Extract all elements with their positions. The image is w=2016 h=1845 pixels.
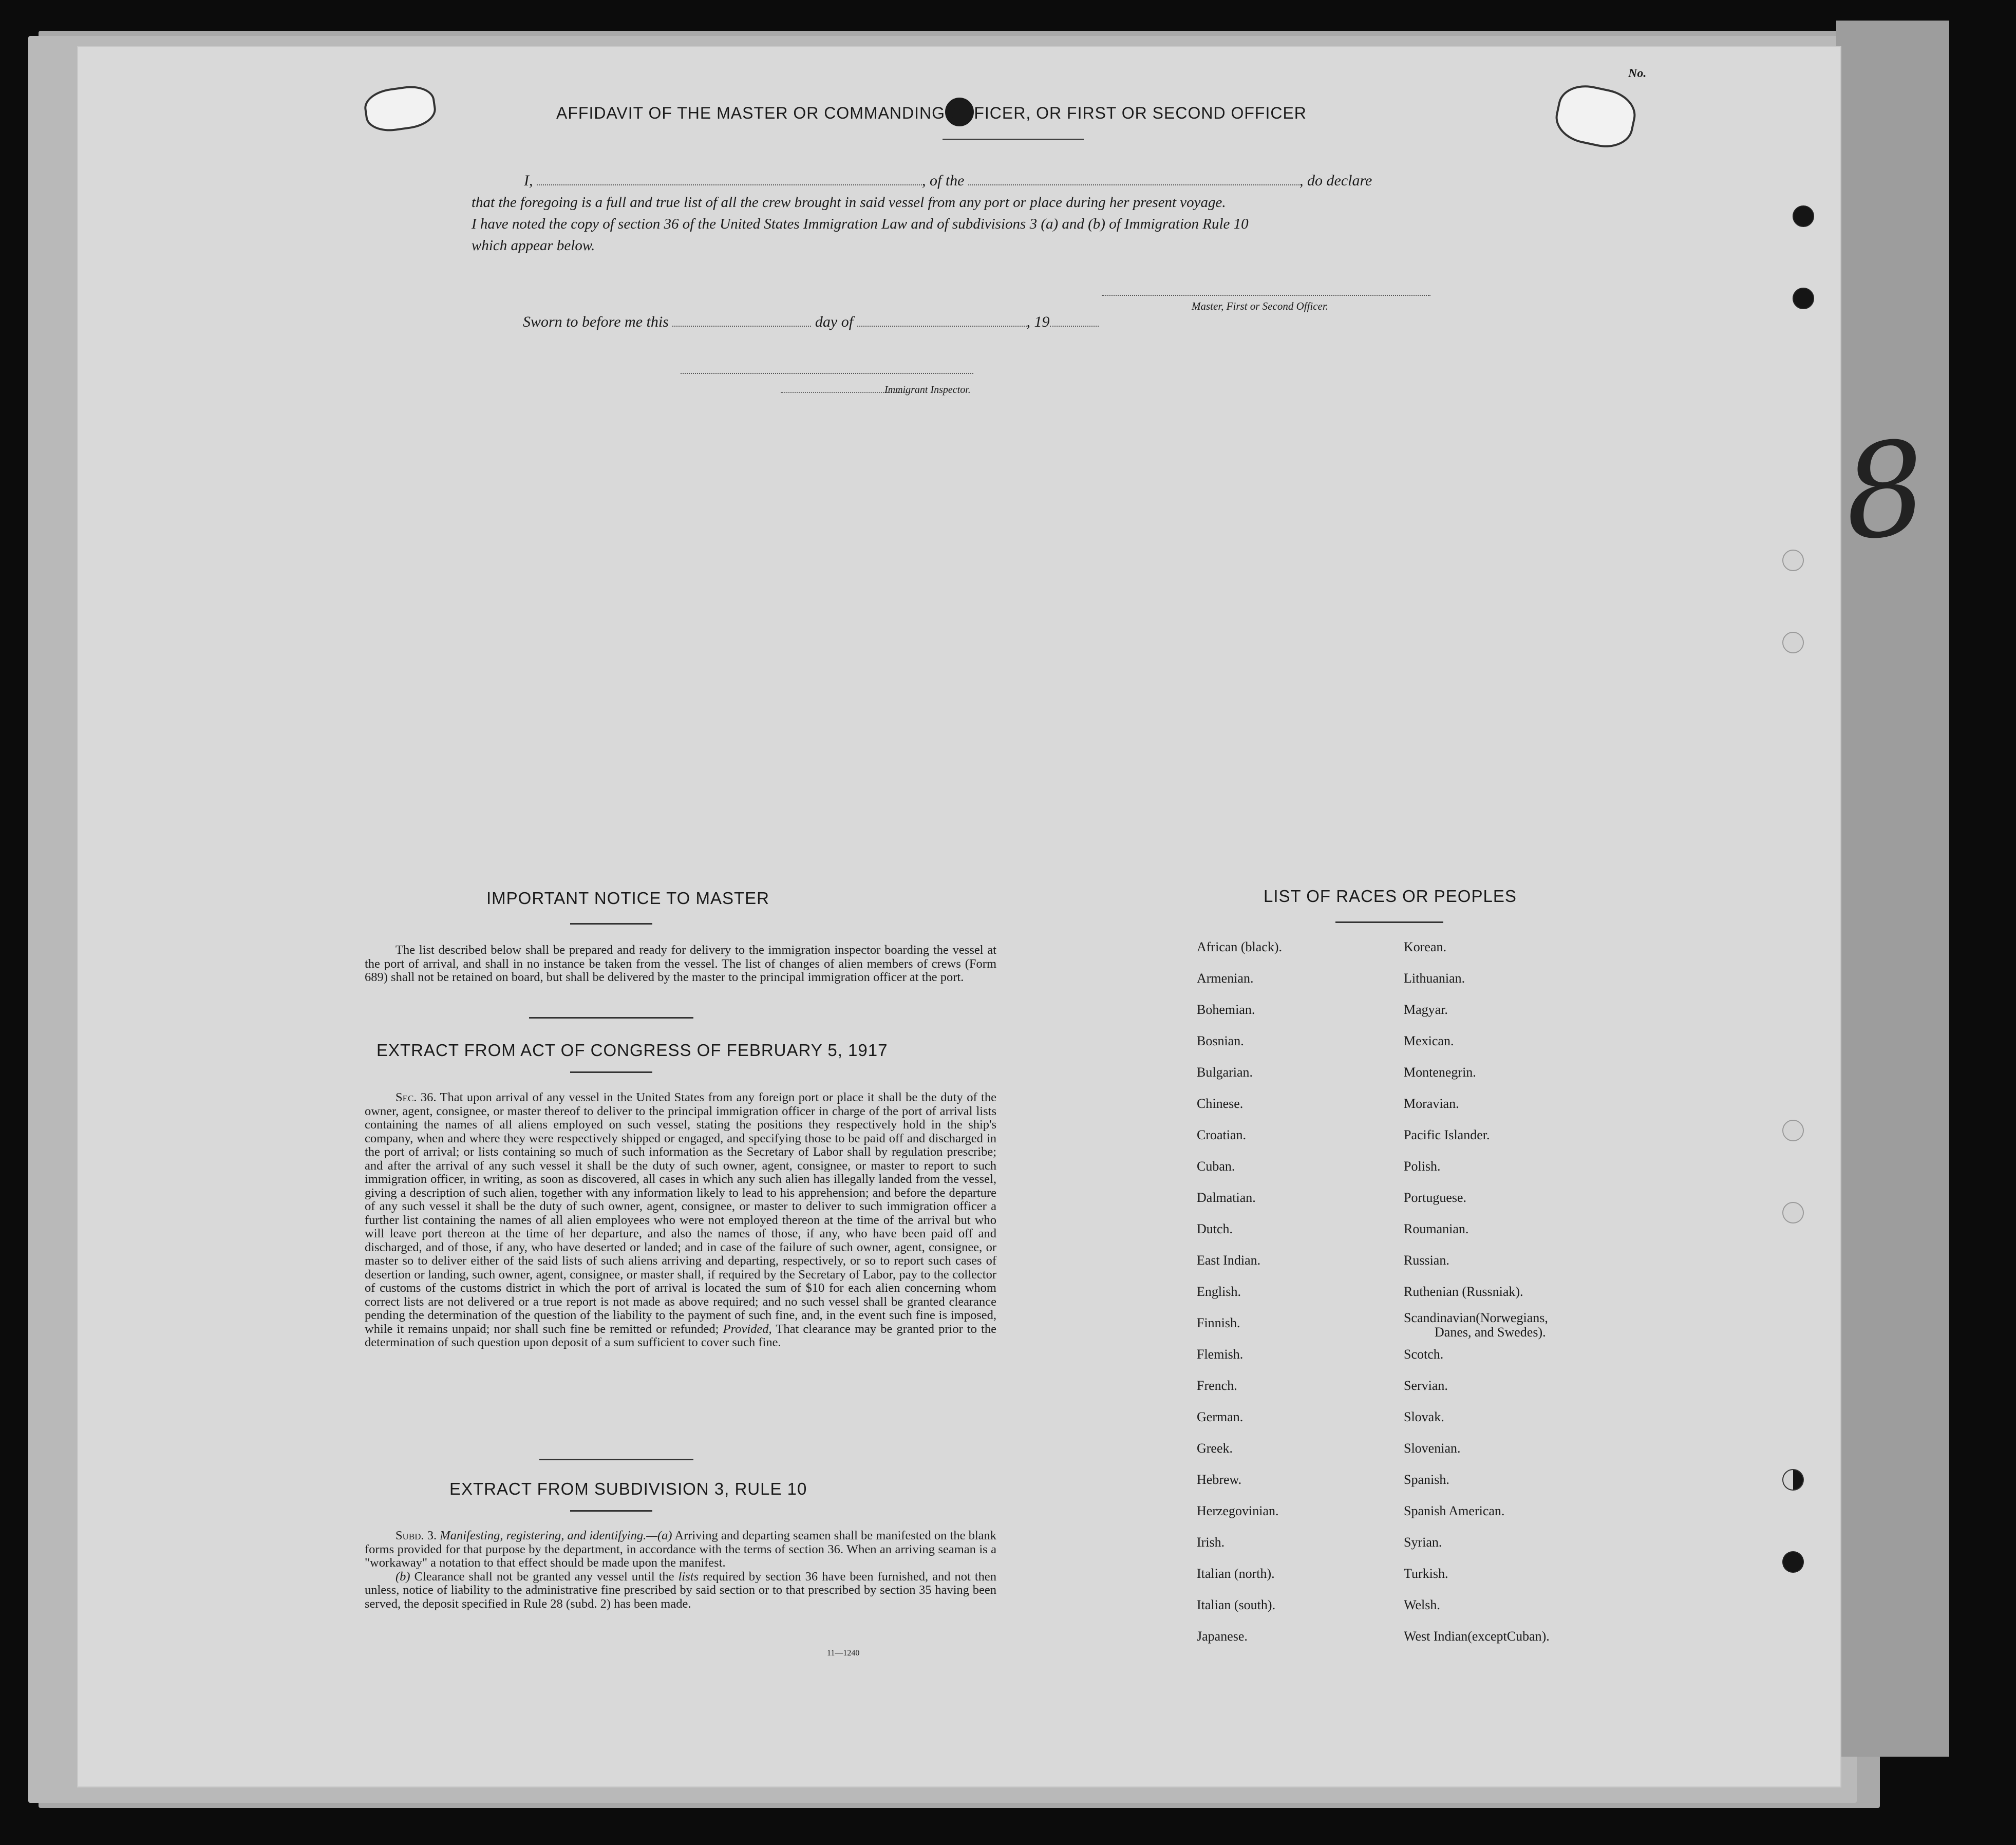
sworn-label: Sworn to before me this <box>523 313 669 330</box>
day-of-label: day of <box>815 313 854 330</box>
race-item: Ruthenian (Russniak). <box>1404 1284 1523 1299</box>
vessel-name-field[interactable] <box>968 184 1299 185</box>
declaration-line-3: I have noted the copy of section 36 of the United States Immigration Law and of subdivisions 3 (a) and (b) of Immigration Rule 10 <box>472 216 1249 232</box>
race-item: Bulgarian. <box>1197 1065 1253 1080</box>
race-item: Portuguese. <box>1404 1190 1467 1205</box>
binder-hole <box>1782 1202 1804 1223</box>
race-item: Moravian. <box>1404 1096 1459 1111</box>
binder-hole <box>1782 1120 1804 1141</box>
race-item: Chinese. <box>1197 1096 1243 1111</box>
declaration-line-2: that the foregoing is a full and true list of all the crew brought in said vessel from any port or place during her present voyage. <box>472 194 1226 211</box>
master-signature-field[interactable] <box>1102 294 1430 296</box>
race-item: French. <box>1197 1378 1237 1393</box>
binder-hole <box>1782 550 1804 571</box>
race-item: Spanish American. <box>1404 1503 1505 1518</box>
section-divider <box>539 1459 693 1460</box>
declarant-label: I, <box>524 172 533 189</box>
declaration-line-4: which appear below. <box>472 237 595 254</box>
race-item: Slovenian. <box>1404 1441 1461 1456</box>
race-item: Korean. <box>1404 939 1447 954</box>
race-item: East Indian. <box>1197 1253 1261 1268</box>
race-item: Scotch. <box>1404 1347 1444 1362</box>
race-item: Herzegovinian. <box>1197 1503 1279 1518</box>
race-item: Irish. <box>1197 1535 1225 1550</box>
race-item: Bohemian. <box>1197 1002 1255 1017</box>
heading-rule <box>1335 921 1443 923</box>
binder-hole <box>1793 288 1814 309</box>
race-item-continuation: Danes, and Swedes). <box>1435 1325 1546 1340</box>
section-divider <box>529 1017 693 1019</box>
heading-rule <box>570 1510 652 1512</box>
race-item: Greek. <box>1197 1441 1233 1456</box>
heading-rule <box>570 1071 652 1073</box>
race-item: Italian (south). <box>1197 1597 1276 1612</box>
heading-rule <box>570 923 652 925</box>
binder-hole <box>1782 632 1804 653</box>
race-item: Armenian. <box>1197 971 1254 986</box>
race-item: Montenegrin. <box>1404 1065 1476 1080</box>
year-label: , 19 <box>1026 313 1050 330</box>
race-item: Russian. <box>1404 1253 1449 1268</box>
section-label: Sec. 36. <box>395 1090 437 1104</box>
race-item: Bosnian. <box>1197 1033 1244 1048</box>
race-item: Italian (north). <box>1197 1566 1275 1581</box>
race-item: Slovak. <box>1404 1409 1444 1424</box>
race-item: Polish. <box>1404 1159 1441 1174</box>
race-item: Servian. <box>1404 1378 1448 1393</box>
notice-heading: IMPORTANT NOTICE TO MASTER <box>486 889 770 908</box>
sworn-day-field[interactable] <box>672 326 811 327</box>
race-item: German. <box>1197 1409 1243 1424</box>
race-item: Roumanian. <box>1404 1221 1469 1236</box>
subdivision-title: Manifesting, registering, and identifying.—(a) <box>440 1529 672 1542</box>
race-item: Turkish. <box>1404 1566 1448 1581</box>
signature-caption: Master, First or Second Officer. <box>1192 300 1328 312</box>
races-heading: LIST OF RACES OR PEOPLES <box>1264 887 1517 906</box>
folder-edge <box>1836 21 1949 1757</box>
race-item: Cuban. <box>1197 1159 1235 1174</box>
act-extract-heading: EXTRACT FROM ACT OF CONGRESS OF FEBRUARY 5, 1917 <box>376 1041 888 1060</box>
notice-text: The list described below shall be prepared and ready for delivery to the immigration inspector boarding the vessel at the port of arrival, and shall in no instance be taken from the vessel. The list of changes of alien members of crews (Form 689) shall not be retained on board, but shall be delivered by the master to the principal immigration officer at the port. <box>365 943 996 984</box>
declaration-line-1 <box>524 172 1372 190</box>
race-item: Spanish. <box>1404 1472 1449 1487</box>
sworn-year-field[interactable] <box>1050 326 1099 327</box>
race-item: Finnish. <box>1197 1315 1240 1330</box>
of-the-label: , of the <box>922 172 965 189</box>
race-item: Scandinavian(Norwegians, <box>1404 1310 1548 1325</box>
handwritten-number: 8 <box>1836 412 1933 570</box>
binder-hole <box>1793 205 1814 227</box>
race-item: African (black). <box>1197 939 1283 954</box>
officer-name-field[interactable] <box>537 184 922 185</box>
binder-hole <box>1782 1551 1804 1573</box>
rule-extract-heading: EXTRACT FROM SUBDIVISION 3, RULE 10 <box>449 1479 807 1498</box>
race-item: Flemish. <box>1197 1347 1243 1362</box>
race-item: Mexican. <box>1404 1033 1454 1048</box>
subdivision-label: Subd. 3. <box>395 1529 437 1542</box>
race-item: Lithuanian. <box>1404 971 1465 986</box>
race-item: Welsh. <box>1404 1597 1440 1612</box>
form-number: 11—1240 <box>827 1649 860 1658</box>
race-item: English. <box>1197 1284 1241 1299</box>
sworn-line <box>523 313 1099 331</box>
binder-hole <box>1782 1469 1804 1491</box>
race-item: Magyar. <box>1404 1002 1448 1017</box>
affidavit-heading: AFFIDAVIT OF THE MASTER OR COMMANDING OFFICER, OR FIRST OR SECOND OFFICER <box>556 104 1307 122</box>
sworn-month-field[interactable] <box>857 326 1027 327</box>
form-number-label: No. <box>1628 67 1647 80</box>
race-item: West Indian(exceptCuban). <box>1404 1629 1550 1644</box>
do-declare-label: , do declare <box>1299 172 1372 189</box>
clause-b-label: (b) <box>395 1569 410 1584</box>
provided-label: Provided, <box>723 1322 772 1336</box>
paper-damage-mark <box>362 83 438 135</box>
paper-damage-mark <box>1551 80 1640 153</box>
document-page <box>77 46 1933 1787</box>
heading-rule <box>943 139 1084 140</box>
inspector-caption: Immigrant Inspector. <box>884 384 971 396</box>
race-item: Croatian. <box>1197 1127 1247 1142</box>
race-item: Syrian. <box>1404 1535 1442 1550</box>
race-item: Japanese. <box>1197 1629 1248 1644</box>
inspector-signature-field[interactable] <box>681 372 973 374</box>
race-item: Hebrew. <box>1197 1472 1242 1487</box>
race-item: Pacific Islander. <box>1404 1127 1490 1142</box>
race-item: Dalmatian. <box>1197 1190 1256 1205</box>
race-item: Dutch. <box>1197 1221 1233 1236</box>
rule-extract-text: Subd. 3. Manifesting, registering, and identifying.—(a) Arriving and departing seamen shall be manifested on the blank forms provided for that purpose by the department, in accordance with the terms of section 36. When an arriving seaman is a "workaway" a notation to that effect should be made upon the manifest. (b) Clearance shall not be granted any vessel until the lists required by section 36 have been furnished, and not then unless, notice of liability to the administrative fine prescribed by said section or to that prescribed by section 35 having been served, the deposit specified in Rule 28 (subd. 2) has been made. <box>365 1529 997 1611</box>
act-extract-text: Sec. 36. That upon arrival of any vessel in the United States from any foreign port or place it shall be the duty of the owner, agent, consignee, or master thereof to deliver to the principal immigration officer in charge of the port of arrival lists containing the names of all aliens employed on such vessel, stating the positions they respectively hold in the ship's company, when and where they were respectively shipped or engaged, and specifying those to be paid off and discharged in the port of arrival; or lists containing so much of such information as the Secretary of Labor shall by regulation prescribe; and after the arrival of any such vessel it shall be the duty of such owner, agent, consignee, or master to report to such immigration officer, in writing, as soon as discovered, all cases in which any such alien has illegally landed from the vessel, giving a description of such alien, together with any information likely to lead to his apprehension; and before the departure of any such vessel it shall be the duty of such owner, agent, consignee, or master to deliver to such immigration officer a further list containing the names of all alien employees who were not employed thereon at the time of the arrival but who will leave port thereon at the time of her departure, and also the names of those, if any, who have been paid off and discharged, and of those, if any, who have deserted or landed; and in case of the failure of such owner, agent, consignee, or master so to deliver either of the said lists of such aliens arriving and departing, respectively, or so to report such cases of desertion or landing, such owner, agent, consignee, or master shall, if required by the Secretary of Labor, pay to the collector of customs of the customs district in which the port of arrival is located the sum of $10 for each alien concerning whom correct lists are not delivered or a true report is not made as above required; and no such vessel shall be granted clearance pending the determination of the question of the liability to the payment of such fine, and, in the event such fine is imposed, while it remains unpaid; nor shall such fine be remitted or refunded; Provided, That clearance may be granted prior to the determination of such question upon deposit of a sum sufficient to cover such fine. <box>365 1090 997 1349</box>
